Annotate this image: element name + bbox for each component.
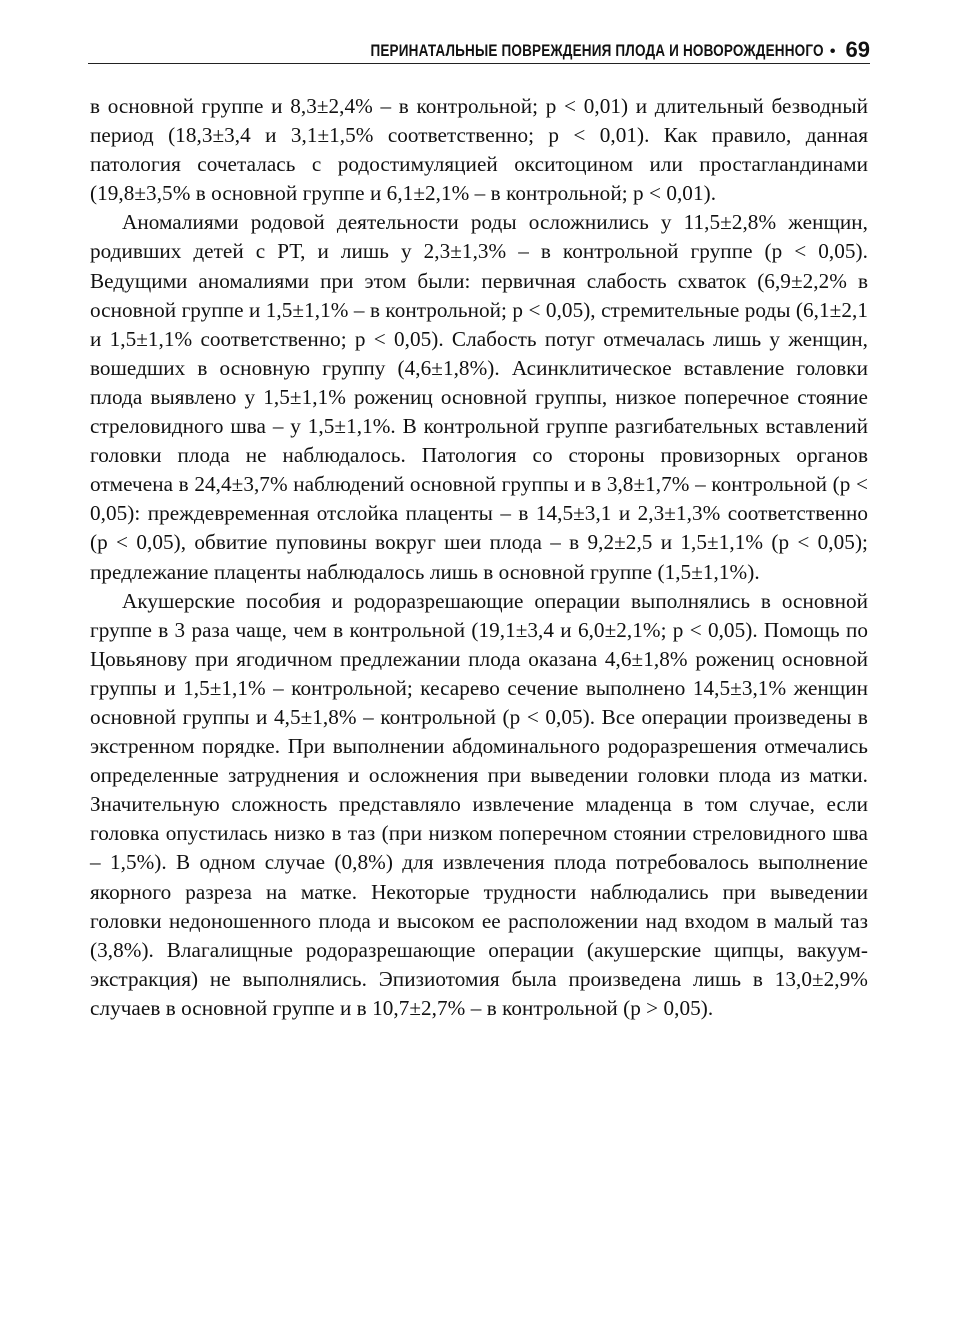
paragraph-2: Аномалиями родовой деятельности роды осложнились у 11,5±2,8% женщин, родивших детей с РТ, и лишь у 2,3±1,3% – в контрольной группе (p < 0,05). Ведущими аномалиями при этом были: первичная слабость схваток (6,9±2,2% в основной группе и 1,5±1,1% – в контрольной; p < 0,05), стремительные роды (6,1±2,1 и 1,5±1,1% соответственно; p < 0,05). Слабость потуг отмечалась лишь у женщин, вошедших в основную группу (4,6±1,8%). Асинклитическое вставление головки плода выявлено у 1,5±1,1% рожениц основной группы, низкое поперечное стояние стреловидного шва – у 1,5±1,1%. В контрольной группе разгибательных вставлений головки плода не наблюдалось. Патология со стороны провизорных органов отмечена в 24,4±3,7% наблюдений основной группы и в 3,8±1,7% – контрольной (p < 0,05): преждевременная отслойка плаценты – в 14,5±3,1 и 2,3±1,3% соответственно (p < 0,05), обвитие пуповины вокруг шеи плода – в 9,2±2,5 и 1,5±1,1% (p < 0,05); предлежание плаценты наблюдалось лишь в основной группе (1,5±1,1%). bbox=[90, 210, 868, 584]
page-number: 69 bbox=[845, 37, 870, 62]
paragraph-3: Акушерские пособия и родоразрешающие операции выполнялись в основной группе в 3 раза чаще, чем в контрольной (19,1±3,4 и 6,0±2,1%; p < 0,05). Помощь по Цовьянову при ягодичном предлежании плода оказана 4,6±1,8% рожениц основной группы и 1,5±1,1% – контрольной; кесарево сечение выполнено 14,5±3,1% женщин основной группы и 4,5±1,8% – контрольной (p < 0,05). Все операции произведены в экстренном порядке. При выполнении абдоминального родоразрешения отмечались определенные затруднения и осложнения при выведении головки плода из матки. Значительную сложность представляло извлечение младенца в том случае, если головка опустилась низко в таз (при низком поперечном стоянии стреловидного шва – 1,5%). В одном случае (0,8%) для извлечения плода потребовалось выполнение якорного разреза на матке. Некоторые трудности наблюдались при выведении головки недоношенного плода и высоком ее расположении над входом в малый таз (3,8%). Влагалищные родоразрешающие операции (акушерские щипцы, вакуум-экстракция) не выполнялись. Эпизиотомия была произведена лишь в 13,0±2,9% случаев в основной группе и в 10,7±2,7% – в контрольной (p > 0,05). bbox=[90, 588, 868, 1020]
running-header-title: ПЕРИНАТАЛЬНЫЕ ПОВРЕЖДЕНИЯ ПЛОДА И НОВОРОЖДЕННОГО bbox=[370, 42, 824, 60]
body-text bbox=[90, 92, 868, 1023]
header-bullet: • bbox=[829, 43, 836, 60]
running-header bbox=[88, 28, 870, 64]
paragraph-1: в основной группе и 8,3±2,4% – в контрольной; p < 0,01) и длительный безводный период (18,3±3,4 и 3,1±1,5% соответственно; p < 0,01). Как правило, данная патология сочеталась с родостимуляцией окситоцином или простагландинами (19,8±3,5% в основной группе и 6,1±2,1% – в контрольной; p < 0,01). bbox=[90, 94, 868, 206]
